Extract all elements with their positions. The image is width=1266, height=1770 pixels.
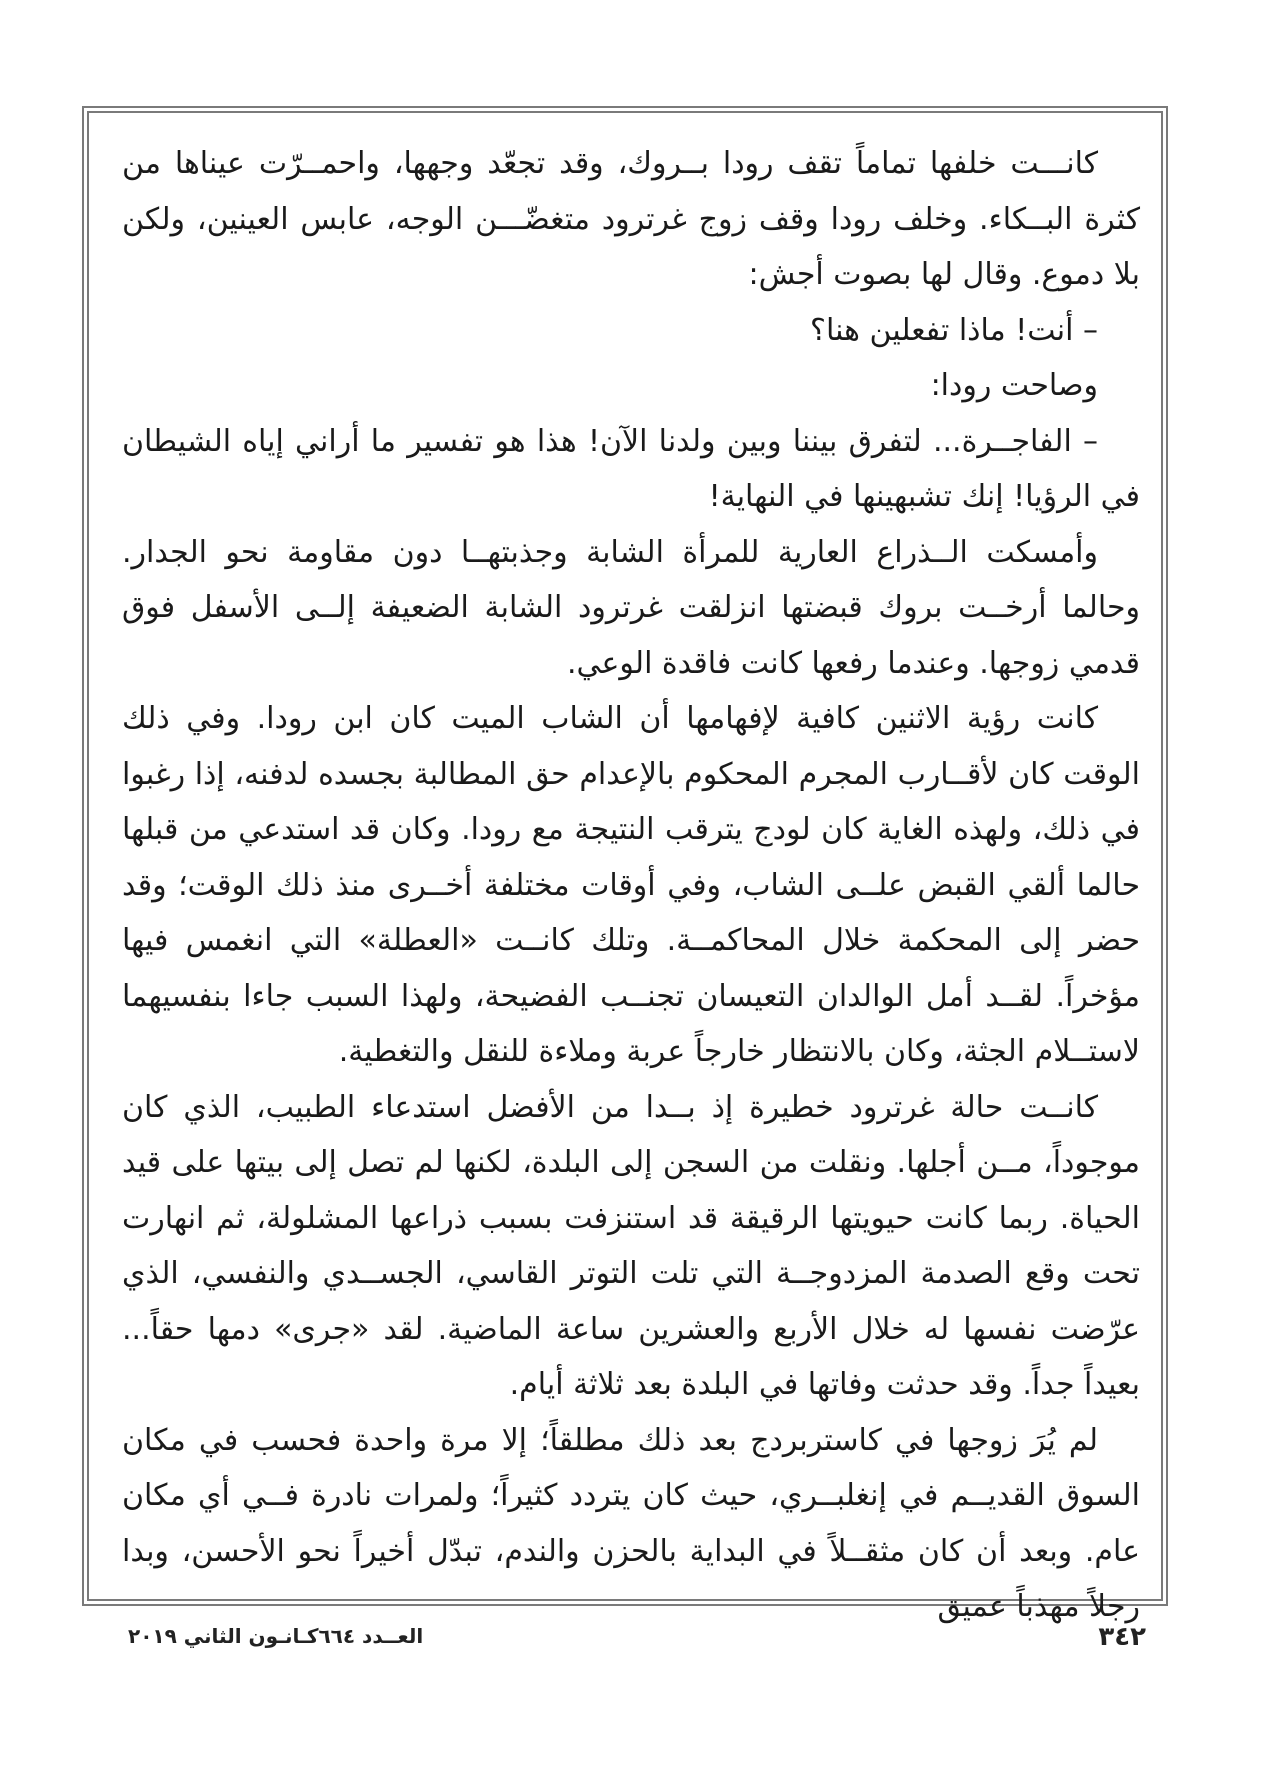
paragraph-1: كانـــت خلفها تماماً تقف رودا بــروك، وقد تجعّد وجهها، واحمــرّت عيناها من كثرة البــكاء. وخلف رودا وقف زوج غرترود متغضّـــن الوجه، عابس العينين، ولكن بلا دموع. وقال لها بصوت أجش: xyxy=(122,146,1140,292)
dialogue-line-1: – أنت! ماذا تفعلين هنا؟ xyxy=(810,312,1098,348)
paragraph-4: كانت رؤية الاثنين كافية لإفهامها أن الشاب الميت كان ابن رودا. وفي ذلك الوقت كان لأقــارب المجرم المحكوم بالإعدام حق المطالبة بجسده لدفنه، إذا رغبوا في ذلك، ولهذه الغاية كان لودج يترقب النتيجة مع رودا. وكان قد استدعي من قبلها حالما ألقي القبض علــى الشاب، وفي أوقات مختلفة أخــرى منذ ذلك الوقت؛ وقد حضر إلى المحكمة خلال المحاكمــة. وتلك كانــت «العطلة» التي انغمس فيها مؤخراً. لقــد أمل الوالدان التعيسان تجنــب الفضيحة، ولهذا السبب جاءا بنفسيهما لاستــلام الجثة، وكان بالانتظار خارجاً عربة وملاءة للنقل والتغطية. xyxy=(122,701,1140,1069)
dialogue-line-2: – الفاجــرة... لتفرق بيننا وبين ولدنا الآن! هذا هو تفسير ما أراني إياه الشيطان في الرؤيا! إنك تشبهينها في النهاية! xyxy=(122,423,1140,514)
article-body xyxy=(122,136,1140,1624)
paragraph-5: كانــت حالة غرترود خطيرة إذ بــدا من الأفضل استدعاء الطبيب، الذي كان موجوداً، مــن أجلها. ونقلت من السجن إلى البلدة، لكنها لم تصل إلى بيتها على قيد الحياة. ربما كانت حيويتها الرقيقة قد استنزفت بسبب ذراعها المشلولة، ثم انهارت تحت وقع الصدمة المزدوجــة التي تلت التوتر القاسي، الجســدي والنفسي، الذي عرّضت نفسها له خلال الأربع والعشرين ساعة الماضية. لقد «جرى» دمها حقاً... بعيداً جداً. وقد حدثت وفاتها في البلدة بعد ثلاثة أيام. xyxy=(122,1089,1140,1402)
page-number: ٣٤٢ xyxy=(1098,1622,1146,1652)
paragraph-6: لم يُرَ زوجها في كاستربردج بعد ذلك مطلقاً؛ إلا مرة واحدة فحسب في مكان السوق القديــم في إنغلبــري، حيث كان يتردد كثيراً؛ ولمرات نادرة فــي أي مكان عام. وبعد أن كان مثقــلاً في البداية بالحزن والندم، تبدّل أخيراً نحو الأحسن، وبدا رجلاً مهذباً عميق xyxy=(122,1422,1140,1624)
issue-info: العــدد ٦٦٤كـانـون الثاني ٢٠١٩ xyxy=(128,1624,424,1648)
paragraph-3: وأمسكت الــذراع العارية للمرأة الشابة وجذبتهــا دون مقاومة نحو الجدار. وحالما أرخــت بروك قبضتها انزلقت غرترود الشابة الضعيفة إلــى الأسفل فوق قدمي زوجها. وعندما رفعها كانت فاقدة الوعي. xyxy=(122,534,1140,681)
paragraph-2: وصاحت رودا: xyxy=(930,368,1098,403)
page-footer xyxy=(82,1622,1168,1662)
